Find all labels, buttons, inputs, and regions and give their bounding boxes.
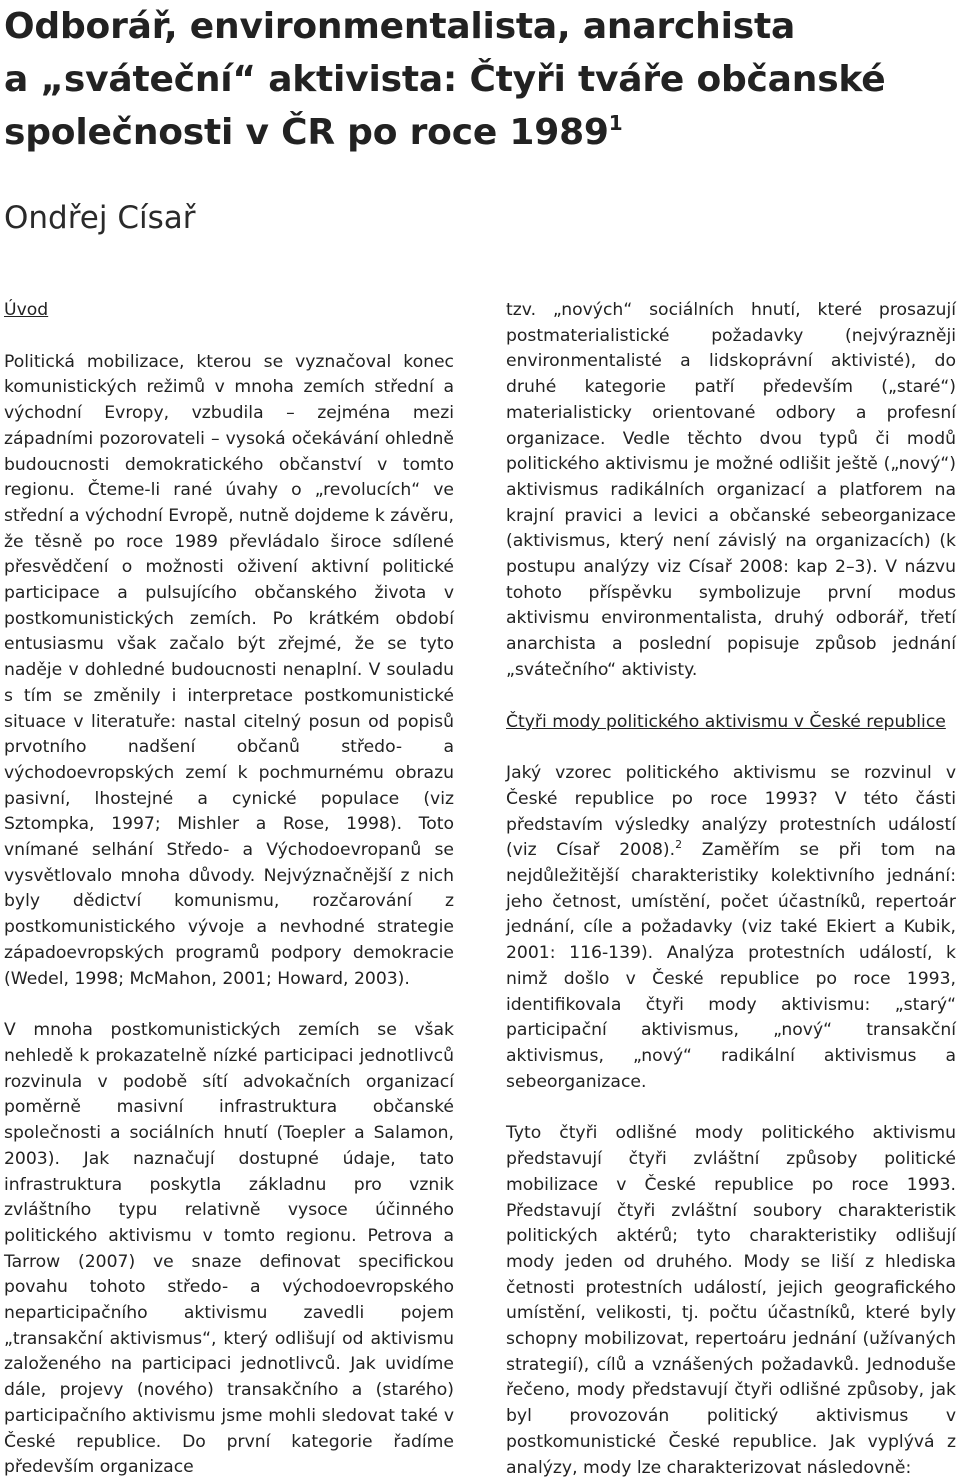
paragraph: Politická mobilizace, kterou se vyznačoval konec komunistických režimů v mnoha zemích střední a východní Evropy, vzbudila – zejména mezi západními pozorovateli – vysoká očekávání ohledně budoucnosti demokratického občanství v tomto regionu. Čteme-li rané úvahy o „revolucích“ ve střední a východní Evropě, nutně dojdeme k závěru, že těsně po roce 1989 převládalo široce sdílené přesvědčení o možnosti oživení aktivní politické participace a pulsujícího občanského života v postkomunistických zemích. Po krátkém období entusiasmu však začalo být zřejmé, že se tyto naděje v dohledné budoucnosti nenaplní. V souladu s tím se změnily i interpretace postkomunistické situace v literatuře: nastal citelný posun od popisů prvotního nadšení občanů středo- a východoevropských zemí k pochmurnému obrazu pasivní, lhostejné a cynické populace (viz Sztompka, 1997; Mishler a Rose, 1998). Toto vnímané selhání Středo- a Východoevropanů se vysvětlovalo mnoha důvody. Nejvýznačnější z nich byly dědictví komunismu, rozčarování z postkomunistického vývoje a nevhodné strategie západoevropských programů podpory demokracie (Wedel, 1998; McMahon, 2001; Howard, 2003). bbox=[4, 351, 454, 989]
section-heading-modes: Čtyři mody politického aktivismu v České republice bbox=[506, 711, 946, 732]
left-column bbox=[4, 298, 454, 1481]
article-title bbox=[4, 0, 954, 159]
paragraph bbox=[506, 761, 956, 1095]
title-line-1: Odborář, environmentalista, anarchista bbox=[4, 6, 796, 47]
spacer bbox=[4, 992, 454, 1018]
title-footnote-marker: 1 bbox=[608, 111, 623, 135]
paragraph-text: Zaměřím se při tom na nejdůležitější charakteristiky kolektivního jednání: jeho četnost, umístění, počet účastníků, repertoár jednání, cíle a požadavky (viz také Ekiert a Kubik, 2001: 116-139). Analýza protestních událostí, k nimž došlo v České republice po roce 1993, identifikovala čtyři mody aktivismu: „starý“ participační aktivismus, „nový“ transakční aktivismus, „nový“ radikální aktivismus a sebeorganizace. bbox=[506, 840, 956, 1092]
spacer bbox=[506, 684, 956, 710]
spacer bbox=[4, 324, 454, 350]
paragraph-text: Jaký vzorec politického aktivismu se rozvinul v České republice po roce 1993? V této části představím výsledky analýzy protestních událostí (viz Císař 2008). bbox=[506, 763, 956, 861]
paragraph: V mnoha postkomunistických zemích se však nehledě k prokazatelně nízké participaci jednotlivců rozvinula v podobě sítí advokačních organizací poměrně masivní infrastruktura občanské společnosti a sociálních hnutí (Toepler a Salamon, 2003). Jak naznačují dostupné údaje, tato infrastruktura poskytla základnu pro vznik zvláštního typu relativně vysoce účinného politického aktivismu v tomto regionu. Petrova a Tarrow (2007) ve snaze definovat specifickou povahu tohoto středo- a východoevropského neparticipačního aktivismu zavedli pojem „transakční aktivismus“, který odlišují od aktivismu založeného na participaci jednotlivců. Jak uvidíme dále, projevy (nového) transakčního a (starého) participačního aktivismu jsme mohli sledovat také v České republice. Do první kategorie řadíme především organizace bbox=[4, 1020, 454, 1478]
paragraph: Tyto čtyři odlišné mody politického aktivismu představují čtyři zvláštní způsoby politické mobilizace v České republice po roce 1993. Představují čtyři zvláštní soubory charakteristik politických aktérů; tyto charakteristiky odlišují mody jeden od druhého. Mody se liší z hlediska četnosti protestních událostí, jejich geografického umístění, velikosti, tj. počtu účastníků, které byly schopny mobilizovat, repertoáru jednání (užívaných strategií), cílů a vznášených požadavků. Jednoduše řečeno, mody představují čtyři odlišné způsoby, jak byl provozován politický aktivismus v postkomunistické České republice. Jak vyplývá z analýzy, mody lze charakterizovat následovně: bbox=[506, 1123, 956, 1478]
right-column bbox=[506, 298, 956, 1481]
title-line-2: a „sváteční“ aktivista: Čtyři tváře občanské bbox=[4, 59, 886, 100]
section-heading-intro: Úvod bbox=[4, 300, 49, 320]
paragraph: tzv. „nových“ sociálních hnutí, které prosazují postmaterialistické požadavky (nejvýrazněji environmentalisté a lidskoprávní aktivisté), do druhé kategorie patří především („staré“) materialisticky orientované odbory a profesní organizace. Vedle těchto dvou typů či modů politického aktivismu je možné odlišit ještě („nový“) aktivismus radikálních organizací a platforem na krajní pravici a levici a občanské sebeorganizace (aktivismus, který není závislý na organizacích) (k postupu analýzy viz Císař 2008: kap 2–3). V názvu tohoto příspěvku symbolizuje první modus aktivismu environmentalista, druhý odborář, třetí anarchista a poslední popisuje způsob jednání „svátečního“ aktivisty. bbox=[506, 300, 956, 680]
title-line-3: společnosti v ČR po roce 1989 bbox=[4, 112, 609, 153]
spacer bbox=[506, 735, 956, 761]
footnote-marker: 2 bbox=[675, 838, 683, 852]
spacer bbox=[506, 1095, 956, 1121]
author-name: Ondřej Císař bbox=[4, 200, 196, 236]
